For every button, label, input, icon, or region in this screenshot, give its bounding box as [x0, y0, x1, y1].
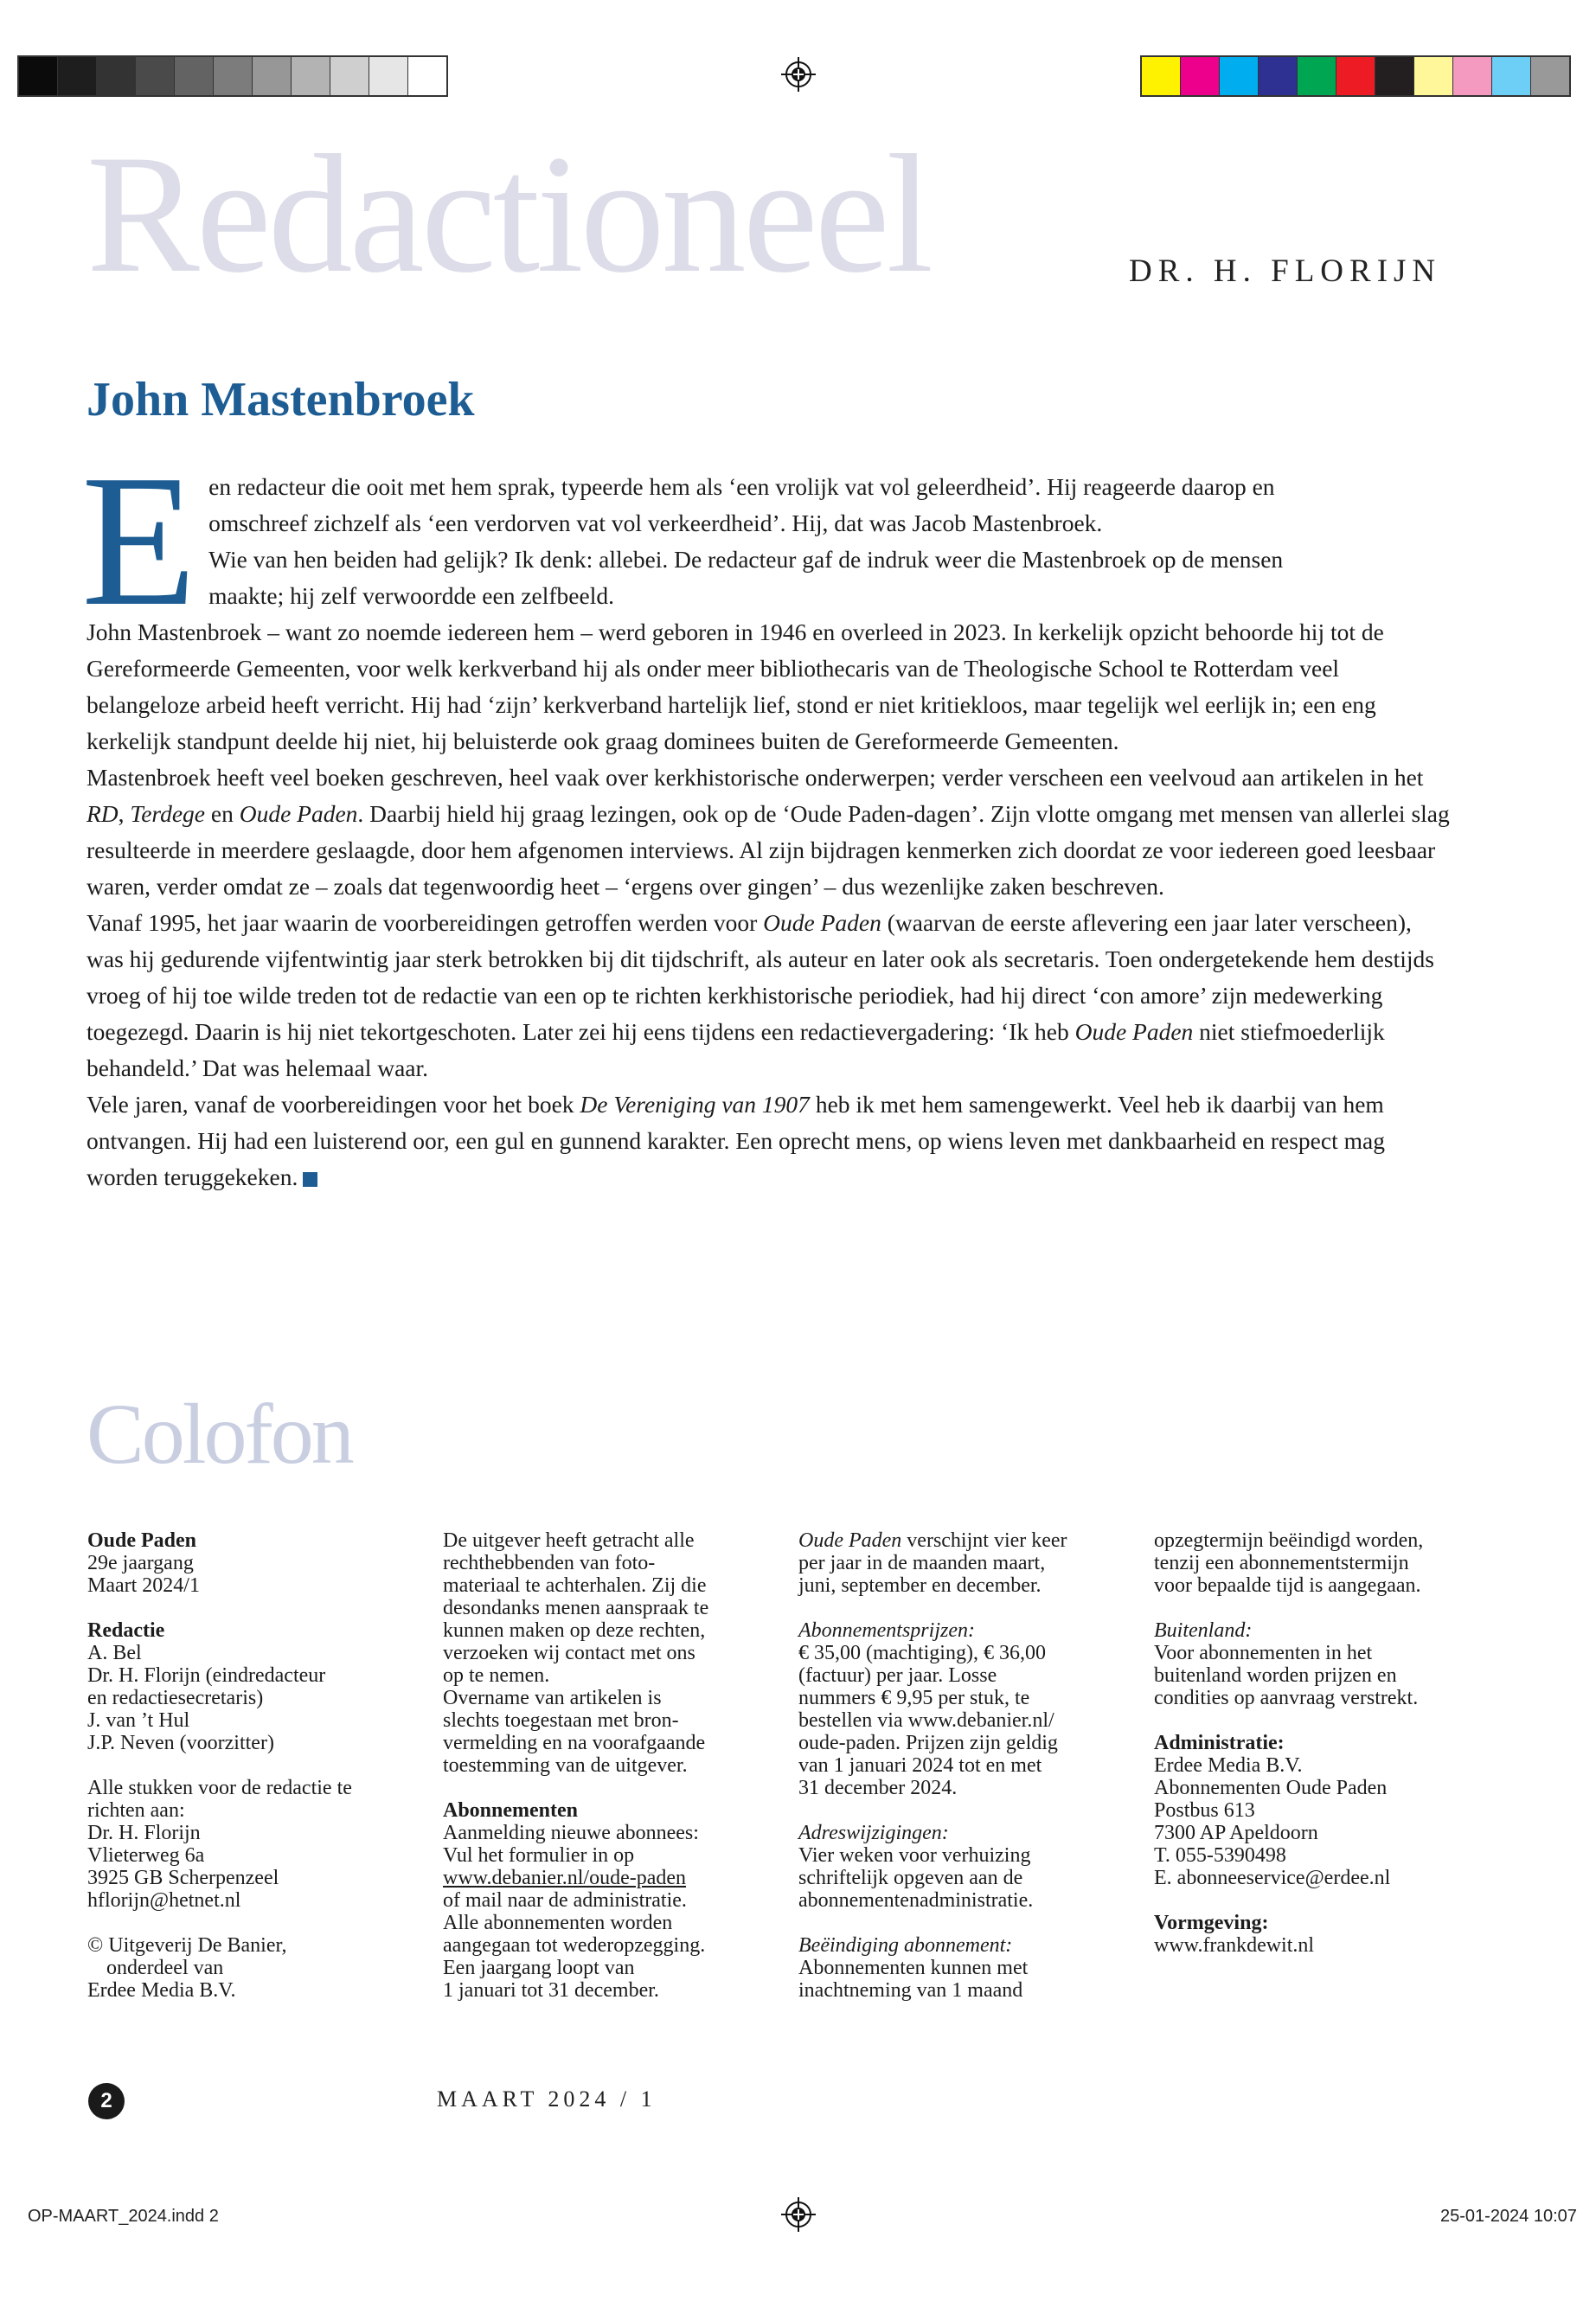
color-swatch-4 — [1259, 57, 1298, 95]
color-swatch-8 — [1414, 57, 1453, 95]
gray-swatch-4 — [136, 57, 175, 95]
paragraph-6: Vele jaren, vanaf de voorbereidingen voor het boek De Vereniging van 1907 heb ik met hem samengewerkt. Veel heb ik daarbij van hem ontvangen. Hij had een luisterend oor, een gul en gunnend karakter. Een oprecht mens, op wiens leven met dankbaarheid en respect mag worden teruggekeken. — [87, 1091, 1385, 1190]
gray-swatch-7 — [253, 57, 292, 95]
registration-mark-top — [781, 57, 816, 92]
color-swatch-6 — [1336, 57, 1375, 95]
end-mark-icon — [303, 1172, 317, 1187]
article-body — [81, 437, 1453, 1195]
slug-filename: OP-MAART_2024.indd 2 — [28, 2207, 219, 2226]
color-swatch-9 — [1453, 57, 1492, 95]
gray-swatch-1 — [19, 57, 58, 95]
color-bar — [1140, 55, 1571, 97]
colofon-column-3: Oude Paden verschijnt vier keer per jaar in de maanden maart, juni, september en december. Abonnementsprijzen: € 35,00 (machtiging), € 36,00 (factuur) per jaar. Losse nummers € 9,95 per stuk, te bestellen via www.debanier.nl/ oude-paden. Prijzen zijn geldig van 1 januari 2024 tot en met 31 december 2024. Adreswijzigingen: Vier weken voor verhuizing schriftelijk opgeven aan de abonnementenadministratie. Beëindiging abonnement: Abonnementen kunnen met inachtneming van 1 maand — [798, 1529, 1067, 2002]
colofon-column-1: Oude Paden 29e jaargang Maart 2024/1 Redactie A. Bel Dr. H. Florijn (eindredacteur en redactiesecretaris) J. van ’t Hul J.P. Neven (voorzitter) Alle stukken voor de redactie te richten aan: Dr. H. Florijn Vlieterweg 6a 3925 GB Scherpenzeel hflorijn@hetnet.nl © Uitgeverij De Banier, onderdeel van Erdee Media B.V. — [87, 1529, 394, 2002]
paragraph-5: Vanaf 1995, het jaar waarin de voorbereidingen getroffen werden voor Oude Paden (waarvan de eerste aflevering een jaar later verscheen), was hij gedurende vijfentwintig jaar sterk betrokken bij dit tijdschrift, als auteur en later ook als secretaris. Toen ondergetekende hem destijds vroeg of hij toe wilde treden tot de redactie van een op te richten kerkhistorische periodiek, had hij direct ‘con amore’ zijn medewerking toegezegd. Daarin is hij niet tekortgeschoten. Later zei hij eens tijdens een redactievergadering: ‘Ik heb Oude Paden niet stiefmoederlijk behandeld.’ Dat was helemaal waar. — [87, 909, 1434, 1081]
color-swatch-5 — [1298, 57, 1336, 95]
grayscale-bar — [17, 55, 448, 97]
page-number: 2 — [88, 2083, 125, 2119]
gray-swatch-5 — [175, 57, 214, 95]
gray-swatch-2 — [58, 57, 97, 95]
colofon-title: Colofon — [87, 1386, 352, 1482]
editor-email: hflorijn@hetnet.nl — [87, 1889, 241, 1912]
section-title: Redactioneel — [87, 120, 931, 308]
paragraph-1: en redacteur die ooit met hem sprak, typeerde hem als ‘een vrolijk vat vol geleerdheid’. Hij reageerde daarop en omschreef zichzelf als ‘een verdorven vat vol verkeerdheid’. Hij, dat was Jacob Mastenbroek. Wie van hen beiden had gelijk? Ik denk: allebei. De redacteur gaf de indruk weer die Mastenbroek op de mensen maakte; hij zelf verwoordde een zelfbeeld. — [208, 473, 1284, 609]
gray-swatch-11 — [408, 57, 446, 95]
gray-swatch-3 — [97, 57, 136, 95]
gray-swatch-6 — [214, 57, 253, 95]
gray-swatch-9 — [330, 57, 369, 95]
color-swatch-11 — [1531, 57, 1569, 95]
paragraph-4: Mastenbroek heeft veel boeken geschreven, heel vaak over kerkhistorische onderwerpen; verder verscheen een veelvoud aan artikelen in het RD, Terdege en Oude Paden. Daarbij hield hij graag lezingen, ook op de ‘Oude Paden-dagen’. Zijn vlotte omgang met mensen van allerlei slag resulteerde in meerdere geslaagde, door hem afgenomen interviews. Al zijn bijdragen kenmerken zich doordat ze voor iedereen goed leesbaar waren, verder omdat ze – zoals dat tegenwoordig heet – ‘ergens over gingen’ – dus wezenlijke zaken beschreven. — [87, 764, 1450, 900]
color-swatch-10 — [1492, 57, 1531, 95]
colofon-column-4: opzegtermijn beëindigd worden, tenzij een abonnementstermijn voor bepaalde tijd is aangegaan. Buitenland: Voor abonnementen in het buitenland worden prijzen en condities op aanvraag verstrekt. Administratie: Erdee Media B.V. Abonnementen Oude Paden Postbus 613 7300 AP Apeldoorn T. 055-5390498 E. abonneeservice@erdee.nl Vormgeving: www.frankdewit.nl — [1154, 1529, 1424, 1957]
color-swatch-3 — [1220, 57, 1259, 95]
color-swatch-1 — [1142, 57, 1181, 95]
issue-label: MAART 2024 / 1 — [437, 2086, 657, 2112]
gray-swatch-8 — [292, 57, 330, 95]
drop-cap: E — [81, 437, 197, 645]
paragraph-3: John Mastenbroek – want zo noemde iedereen hem – werd geboren in 1946 en overleed in 2023. In kerkelijk opzicht behoorde hij tot de Gereformeerde Gemeenten, voor welk kerkverband hij als onder meer bibliothecaris van de Theologische School te Rotterdam veel belangeloze arbeid heeft verricht. Hij had ‘zijn’ kerkverband hartelijk lief, stond er niet kritiekloos, maar tegelijk wel eerlijk in; een eng kerkelijk standpunt deelde hij niet, hij beluisterde ook graag dominees buiten de Gereformeerde Gemeenten. — [87, 619, 1384, 754]
color-swatch-7 — [1375, 57, 1414, 95]
subscription-link[interactable]: www.debanier.nl/oude-paden — [443, 1867, 687, 1889]
article-title: John Mastenbroek — [87, 373, 475, 426]
color-swatch-2 — [1181, 57, 1220, 95]
colofon-column-2: De uitgever heeft getracht alle rechthebbenden van foto- materiaal te achterhalen. Zij die desondanks menen aanspraak te kunnen maken op deze rechten, verzoeken wij contact met ons op te nemen. Overname van artikelen is slechts toegestaan met bron- vermelding en na voorafgaande toestemming van de uitgever. Abonnementen Aanmelding nieuwe abonnees: Vul het formulier in op www.debanier.nl/oude-paden of mail naar de administratie. Alle abonnementen worden aangegaan tot wederopzegging. Een jaargang loopt van 1 januari tot 31 december. — [443, 1529, 709, 2002]
registration-mark-bottom — [781, 2197, 816, 2232]
slug-timestamp: 25-01-2024 10:07 — [1440, 2207, 1577, 2226]
author-name: DR. H. FLORIJN — [1129, 253, 1442, 289]
gray-swatch-10 — [369, 57, 408, 95]
